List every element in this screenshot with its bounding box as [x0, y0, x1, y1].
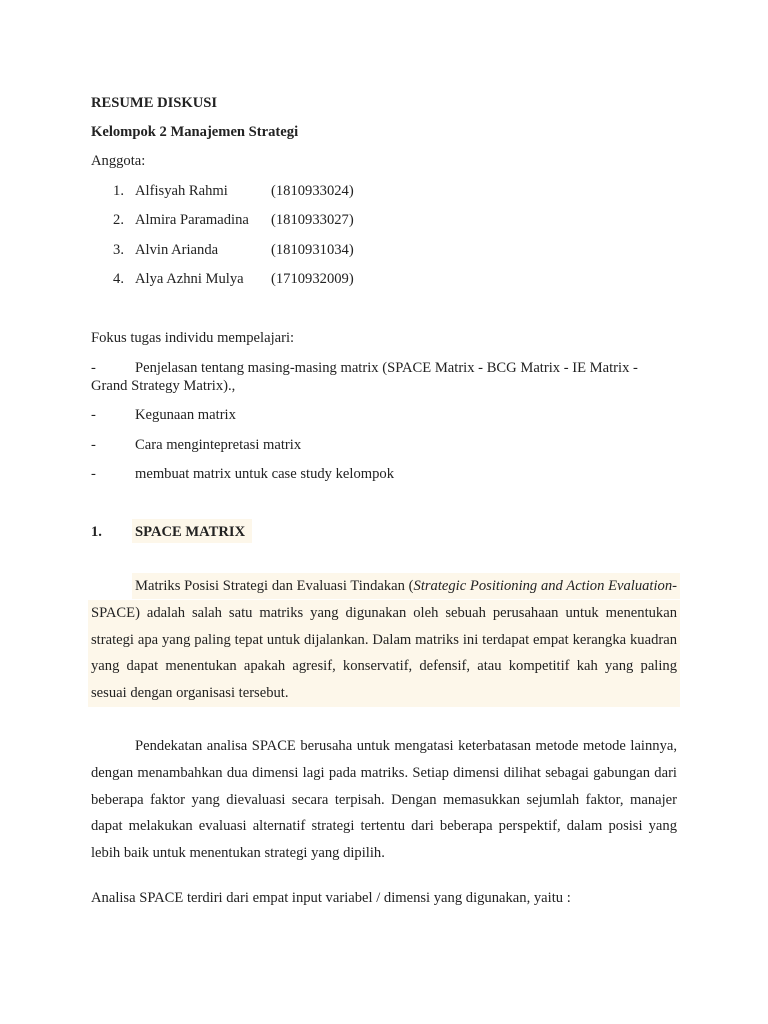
paragraph-space-approach: Pendekatan analisa SPACE berusaha untuk mengatasi keterbatasan metode metode lainnya, dengan menambahkan dua dimensi lagi pada matriks. Setiap dimensi dilihat sebagai gabungan dari beberapa faktor yang dievaluasi secara terpisah. Dengan memasukkan sejumlah faktor, manajer dapat melakukan evaluasi alternatif strategi tertentu dari beberapa perspektif, dalam posisi yang lebih baik untuk menentukan strategi yang dipilih.: [91, 738, 677, 862]
paragraph-text: Matriks Posisi Strategi dan Evaluasi Tindakan (: [135, 578, 414, 594]
member-item: [0, 270, 768, 290]
member-nim: (1810933024): [271, 183, 354, 199]
bullet-dash: -: [91, 437, 96, 453]
document-title: RESUME DISKUSI: [91, 95, 218, 111]
focus-text-continued: Grand Strategy Matrix).,: [91, 378, 236, 394]
member-item: [0, 211, 768, 231]
member-number: 3.: [113, 242, 124, 258]
member-nim: (1810931034): [271, 242, 354, 258]
member-nim: (1710932009): [271, 271, 354, 287]
focus-text: Penjelasan tentang masing-masing matrix (SPACE Matrix - BCG Matrix - IE Matrix -: [135, 360, 638, 376]
focus-text: Cara mengintepretasi matrix: [135, 437, 302, 453]
paragraph-text: SPACE) adalah salah satu matriks yang digunakan oleh sebuah perusahaan untuk menentukan strategi apa yang paling tepat untuk dijalankan. Dalam matriks ini terdapat empat kerangka kuadran yang dapat menentukan apakah agresif, konservatif, defensif, atau kompetitif kah yang paling sesuai dengan organisasi tersebut.: [91, 604, 677, 702]
paragraph-italic-term: Strategic Positioning and Action Evaluation-: [413, 578, 677, 594]
section-number: 1.: [91, 524, 102, 540]
member-name: Almira Paramadina: [135, 212, 249, 228]
member-name: Alfisyah Rahmi: [135, 183, 228, 199]
member-nim: (1810933027): [271, 212, 354, 228]
focus-label: Fokus tugas individu mempelajari:: [91, 330, 295, 346]
group-name: Kelompok 2 Manajemen Strategi: [91, 124, 299, 140]
bullet-dash: -: [91, 466, 96, 482]
paragraph-space-inputs: Analisa SPACE terdiri dari empat input variabel / dimensi yang digunakan, yaitu :: [91, 890, 571, 906]
bullet-dash: -: [91, 360, 96, 376]
member-item: [0, 241, 768, 261]
member-number: 2.: [113, 212, 124, 228]
bullet-dash: -: [91, 407, 96, 423]
focus-text: membuat matrix untuk case study kelompok: [135, 466, 394, 482]
members-label: Anggota:: [91, 153, 146, 169]
member-number: 1.: [113, 183, 124, 199]
member-item: [0, 182, 768, 202]
member-number: 4.: [113, 271, 124, 287]
section-heading: SPACE MATRIX: [135, 524, 246, 540]
member-name: Alvin Arianda: [135, 242, 219, 258]
focus-text: Kegunaan matrix: [135, 407, 236, 423]
paragraph-space-definition: [91, 573, 677, 707]
member-name: Alya Azhni Mulya: [135, 271, 244, 287]
